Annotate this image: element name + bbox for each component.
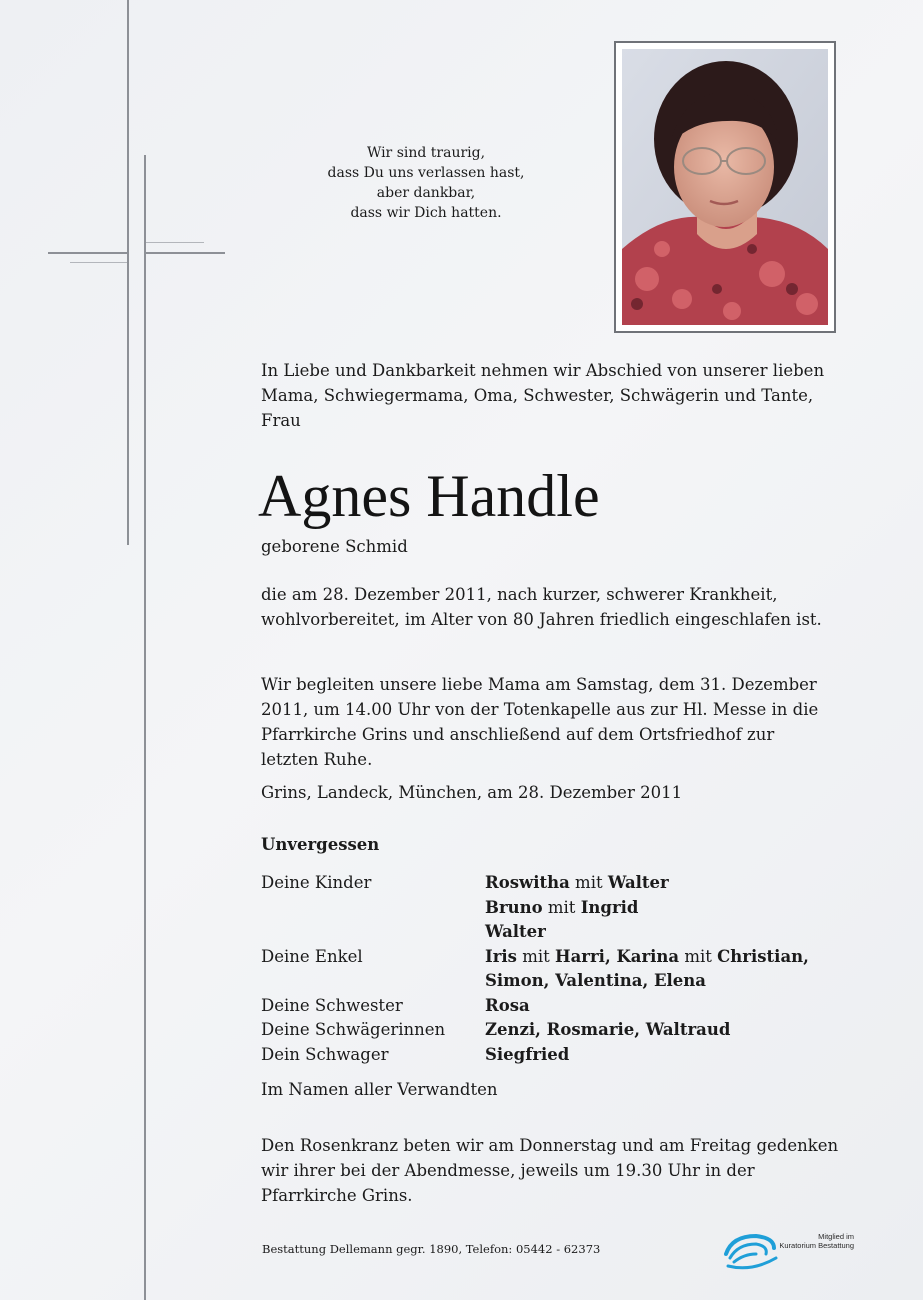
portrait-photo bbox=[622, 49, 828, 325]
quote-line: aber dankbar, bbox=[376, 185, 476, 201]
logo-text-line: Mitglied im bbox=[818, 1232, 854, 1241]
birth-name: geborene Schmid bbox=[261, 537, 408, 556]
logo-text bbox=[778, 1232, 854, 1250]
family-names-line bbox=[485, 896, 825, 921]
family-names-line bbox=[485, 920, 825, 945]
family-row bbox=[261, 945, 825, 994]
family-connector: mit bbox=[542, 897, 581, 917]
cross-horizontal-lower-left bbox=[70, 262, 127, 263]
family-list bbox=[261, 871, 825, 1067]
family-member-name: Simon, Valentina, Elena bbox=[485, 971, 706, 990]
family-names-line bbox=[485, 945, 825, 970]
family-names-line bbox=[485, 1043, 825, 1068]
family-names bbox=[485, 871, 825, 945]
family-member-name: Ingrid bbox=[580, 897, 639, 917]
family-names-line bbox=[485, 994, 825, 1019]
family-row bbox=[261, 994, 825, 1019]
family-role: Deine Schwägerinnen bbox=[261, 1020, 446, 1039]
cross-vertical-right bbox=[144, 155, 146, 1300]
family-names-line bbox=[485, 1018, 825, 1043]
family-connector: mit bbox=[679, 946, 718, 966]
unvergessen-heading: Unvergessen bbox=[261, 835, 380, 854]
deceased-name: Agnes Handle bbox=[258, 463, 600, 529]
family-names bbox=[485, 1043, 825, 1068]
family-member-name: Siegfried bbox=[485, 1044, 570, 1064]
family-role: Deine Kinder bbox=[261, 873, 372, 892]
family-member-name: Roswitha bbox=[485, 873, 570, 892]
family-role: Deine Schwester bbox=[261, 995, 403, 1015]
family-role: Dein Schwager bbox=[261, 1044, 389, 1064]
family-member-name: Walter bbox=[485, 922, 546, 941]
family-role: Deine Enkel bbox=[261, 946, 363, 966]
family-connector: mit bbox=[516, 946, 556, 966]
family-member-name: Zenzi, Rosmarie, Waltraud bbox=[485, 1020, 731, 1039]
quote-line: dass Du uns verlassen hast, bbox=[327, 165, 525, 181]
family-member-name: Iris bbox=[485, 946, 517, 966]
funeral-text: Wir begleiten unsere liebe Mama am Samstag, dem 31. Dezember 2011, um 14.00 Uhr von der Totenkapelle aus zur Hl. Messe in die Pfarrkirche Grins und anschließend auf dem Ortsfriedhof zur letzten Ruhe. bbox=[261, 675, 819, 769]
rosary-text: Den Rosenkranz beten wir am Donnerstag und am Freitag gedenken wir ihrer bei der Abendmesse, jeweils um 19.30 Uhr in der Pfarrkirche Grins. bbox=[261, 1136, 839, 1205]
family-names-line bbox=[485, 969, 825, 994]
cross-horizontal-lower bbox=[145, 252, 225, 254]
family-row bbox=[261, 871, 825, 945]
family-member-name: Walter bbox=[607, 873, 669, 892]
family-member-name: Bruno bbox=[485, 897, 543, 917]
relatives-text: Im Namen aller Verwandten bbox=[261, 1080, 498, 1099]
swirl-logo-icon bbox=[722, 1228, 782, 1272]
cross-vertical-left bbox=[127, 0, 129, 545]
family-row bbox=[261, 1043, 825, 1068]
cross-horizontal-upper bbox=[48, 252, 128, 254]
quote-line: Wir sind traurig, bbox=[366, 145, 486, 161]
place-date: Grins, Landeck, München, am 28. Dezember 2011 bbox=[261, 783, 683, 802]
portrait-frame bbox=[614, 41, 836, 333]
family-names bbox=[485, 945, 825, 994]
logo-swirl bbox=[726, 1236, 776, 1268]
kuratorium-logo bbox=[722, 1228, 862, 1272]
family-member-name: Harri, Karina bbox=[555, 946, 680, 966]
family-names bbox=[485, 1018, 825, 1043]
family-member-name: Rosa bbox=[485, 995, 530, 1015]
family-member-name: Christian, bbox=[717, 946, 809, 966]
intro-text: In Liebe und Dankbarkeit nehmen wir Abschied von unserer lieben Mama, Schwiegermama, Oma, Schwester, Schwägerin und Tante, Frau bbox=[261, 361, 825, 430]
funeral-home-footer: Bestattung Dellemann gegr. 1890, Telefon: 05442 - 62373 bbox=[262, 1242, 601, 1256]
cross-horizontal-upper-right bbox=[146, 242, 204, 243]
family-names bbox=[485, 994, 825, 1019]
family-connector: mit bbox=[569, 873, 608, 892]
quote-line: dass wir Dich hatten. bbox=[350, 205, 502, 221]
family-names-line bbox=[485, 871, 825, 896]
death-notice-text: die am 28. Dezember 2011, nach kurzer, schwerer Krankheit, wohlvorbereitet, im Alter von 80 Jahren friedlich eingeschlafen ist. bbox=[261, 585, 822, 629]
memorial-quote bbox=[300, 143, 552, 223]
family-row bbox=[261, 1018, 825, 1043]
logo-text-line: Kuratorium Bestattung bbox=[779, 1241, 854, 1250]
